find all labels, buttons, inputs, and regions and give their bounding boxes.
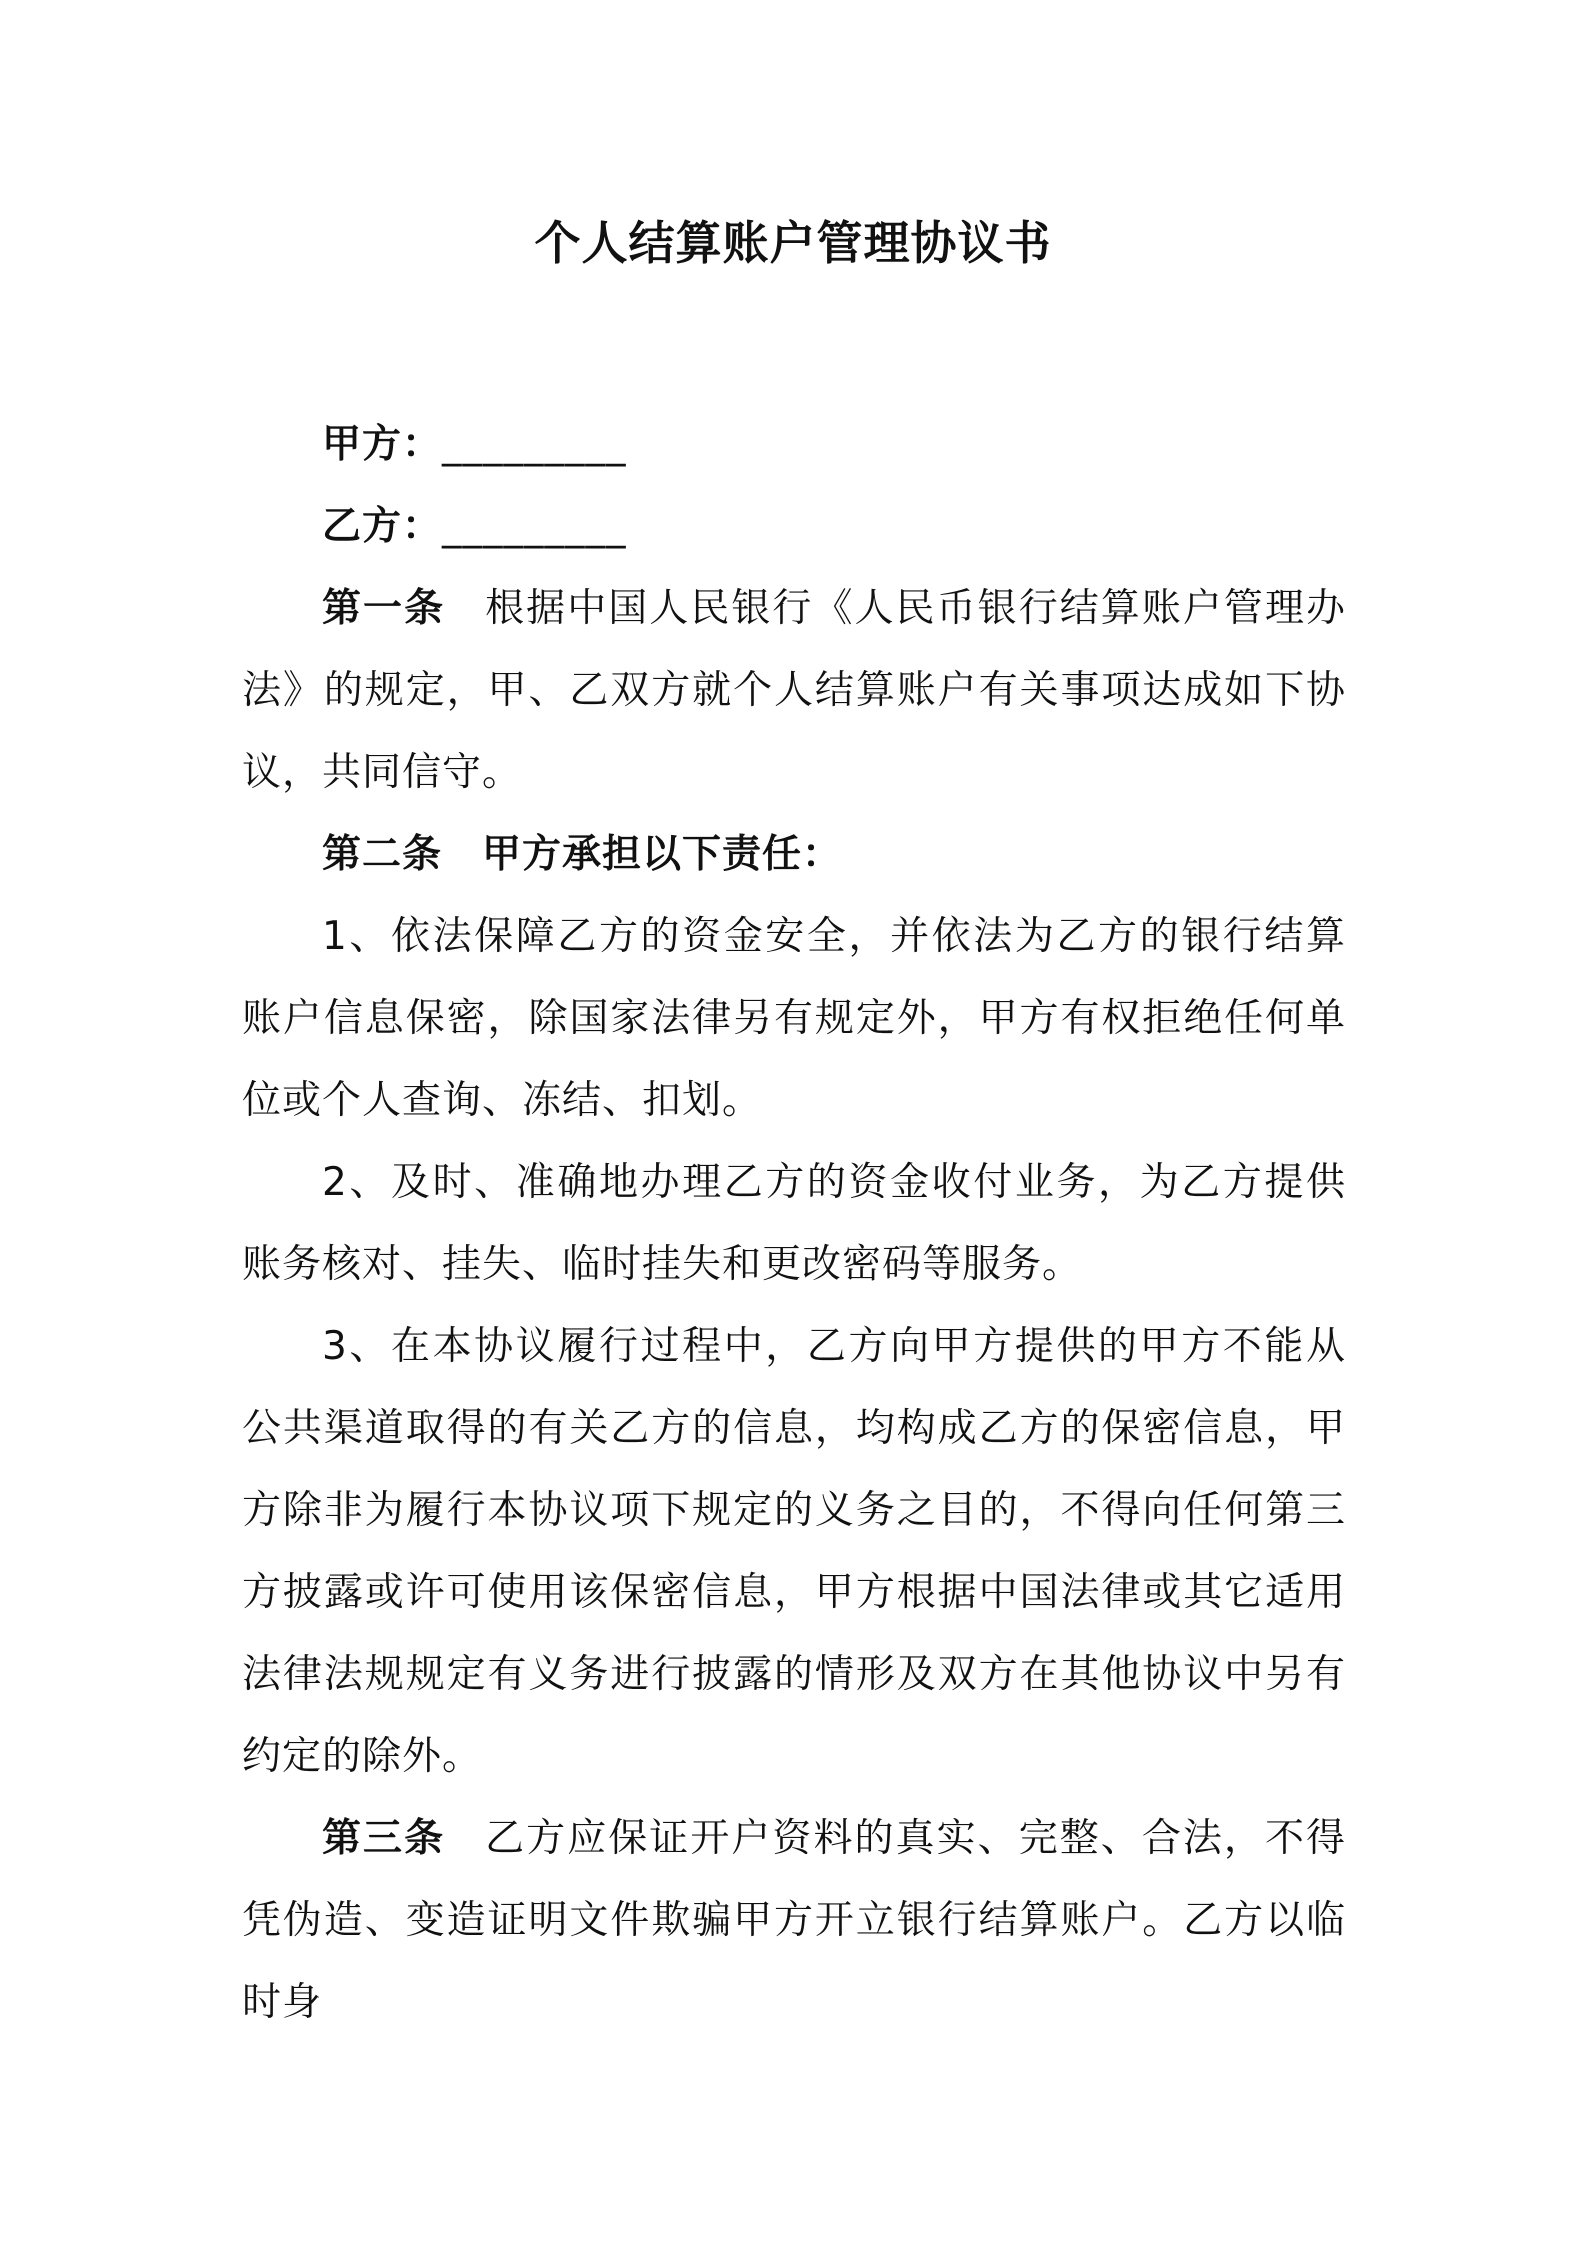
article-3 — [242, 1798, 1346, 2044]
clause-1: 1、依法保障乙方的资金安全，并依法为乙方的银行结算账户信息保密，除国家法律另有规定外，甲方有权拒绝任何单位或个人查询、冻结、扣划。 — [242, 914, 1346, 1123]
party-b-label: 乙方： — [322, 504, 443, 549]
clause-2: 2、及时、准确地办理乙方的资金收付业务，为乙方提供账务核对、挂失、临时挂失和更改密码等服务。 — [242, 1160, 1346, 1287]
party-b-blank: _________ — [442, 504, 627, 549]
article-2-number: 第二条 — [322, 832, 443, 877]
article-3-number: 第三条 — [322, 1816, 446, 1861]
party-a-label: 甲方： — [322, 422, 443, 467]
document-title: 个人结算账户管理协议书 — [534, 216, 1052, 270]
article-1-text: 根据中国人民银行《人民币银行结算账户管理办法》的规定，甲、乙双方就个人结算账户有关事项达成如下协议，共同信守。 — [242, 586, 1346, 795]
clause-3: 3、在本协议履行过程中，乙方向甲方提供的甲方不能从公共渠道取得的有关乙方的信息，均构成乙方的保密信息，甲方除非为履行本协议项下规定的义务之目的，不得向任何第三方披露或许可使用该保密信息，甲方根据中国法律或其它适用法律法规规定有义务进行披露的情形及双方在其他协议中另有约定的除外。 — [242, 1324, 1346, 1779]
document-body — [242, 404, 1346, 2044]
article-1 — [242, 568, 1346, 814]
article-2-text: 甲方承担以下责任： — [482, 832, 843, 877]
party-b-line — [242, 486, 1346, 568]
article-3-text: 乙方应保证开户资料的真实、完整、合法，不得凭伪造、变造证明文件欺骗甲方开立银行结算账户。乙方以临时身 — [242, 1816, 1346, 2025]
article-2 — [242, 814, 1346, 896]
party-a-line — [242, 404, 1346, 486]
party-a-blank: _________ — [442, 422, 627, 467]
article-1-number: 第一条 — [322, 586, 446, 631]
